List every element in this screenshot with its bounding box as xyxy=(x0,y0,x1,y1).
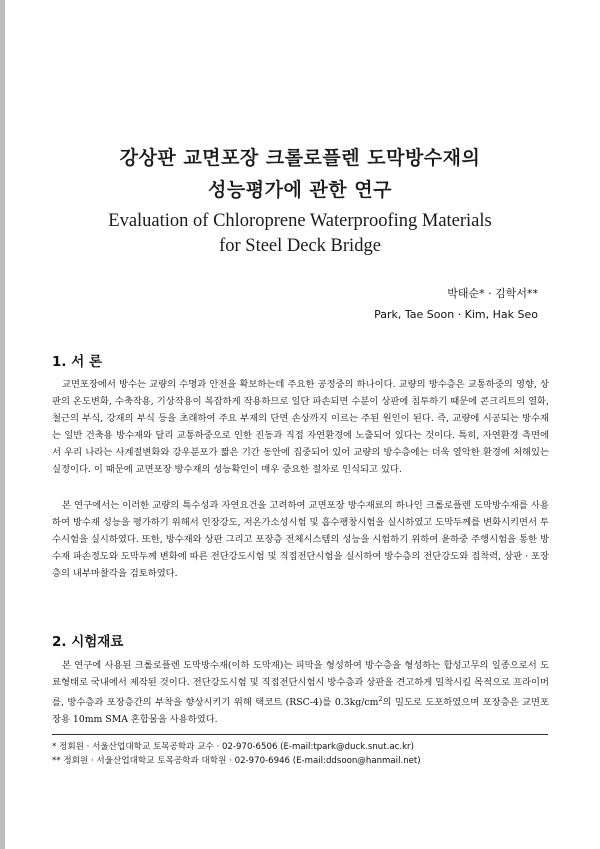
section-1-paragraph-2: 본 연구에서는 이러한 교량의 특수성과 자연요건을 고려하여 교면포장 방수재료의 하나인 크롤로플렌 도막방수재를 사용하여 방수재 성능을 평가하기 위해서 인장강도, 저온가소성시험 및 흡수팽창시험을 실시하였고 도막두께를 변화시키면서 투수시험을 실시하였다. 또한, 방수재와 상판 그리고 포장층 전체시스템의 성능을 시험하기 위하여 윤하중 주행시험을 통한 방수재 파손정도와 도막두께 변화에 따른 전단강도시험 및 직접전단시험을 실시하여 방수층의 전단강도와 접착력, 상판 · 포장층의 내부마찰각을 검토하였다. xyxy=(52,500,549,580)
title-english-line-2: for Steel Deck Bridge xyxy=(219,236,381,256)
section-1-paragraph-1: 교면포장에서 방수는 교량의 수명과 안전을 확보하는데 주요한 공정중의 하나이다. 교량의 방수층은 교통하중의 영향, 상판의 온도변화, 수축작용, 기상작용이 복잡하게 작용하므로 일단 파손되면 수분이 상판에 침투하기 때문에 콘크리트의 열화, 철근의 부식, 강재의 부식 등을 초래하여 주요 부재의 단면 손상까지 이르는 주된 원인이 된다. 즉, 교량에 시공되는 방수재는 일반 건축용 방수재와 달리 교통하중으로 인한 진동과 직접 자연환경에 노출되어 있다는 것이다. 특히, 자연환경 측면에서 우리 나라는 사계절변화와 강우분포가 짧은 기간 동안에 집중되어 있어 교량의 방수층에는 더욱 열악한 환경에 처해있는 실정이다. 이 때문에 교면포장 방수재의 성능확인이 매우 중요한 절차로 인식되고 있다. xyxy=(52,379,549,476)
title-korean-line-2: 성능평가에 관한 연구 xyxy=(208,179,392,201)
section-2-text-b: 의 밀도로 도포하였으며 포장층은 교면포장용 10mm SMA 혼합물을 사용하였다. xyxy=(52,697,549,726)
section-2-paragraph-1 xyxy=(52,657,549,728)
title-english-line-1: Evaluation of Chloroprene Waterproofing Materials xyxy=(108,211,492,231)
authors-english: Park, Tae Soon · Kim, Hak Seo xyxy=(374,308,538,321)
section-2-heading: 2. 시험재료 xyxy=(52,634,124,650)
section-1-heading: 1. 서 론 xyxy=(52,354,103,370)
footnote-1: * 정회원 · 서울산업대학교 토목공학과 교수 · 02-970-6506 (E-mail:tpark@duck.snut.ac.kr) xyxy=(52,742,414,752)
footnote-divider xyxy=(52,734,548,735)
section-2-text-a: 본 연구에 사용된 크롤로플렌 도막방수재(이하 도막재)는 피막을 형성하여 방수층을 형성하는 합성고무의 일종으로서 도료형태로 국내에서 제작된 것이다. 전단강도시험 및 직접전단시험시 방수층과 상판을 견고하게 밀착시킬 목적으로 프라이머를, 방수층과 포장층간의 부착을 향상시키기 위해 택코트 (RSC-4)를 0.3kg/cm xyxy=(52,660,549,709)
superscript-exponent: 2 xyxy=(378,695,383,704)
title-korean-line-1: 강상판 교면포장 크롤로플렌 도막방수재의 xyxy=(119,147,481,169)
footnote-2: ** 정회원 · 서울산업대학교 토목공학과 대학원 · 02-970-6946 (E-mail:ddsoon@hanmail.net) xyxy=(52,756,421,766)
authors-korean: 박태순* · 김학서** xyxy=(447,287,538,300)
page-left-border xyxy=(0,0,5,849)
